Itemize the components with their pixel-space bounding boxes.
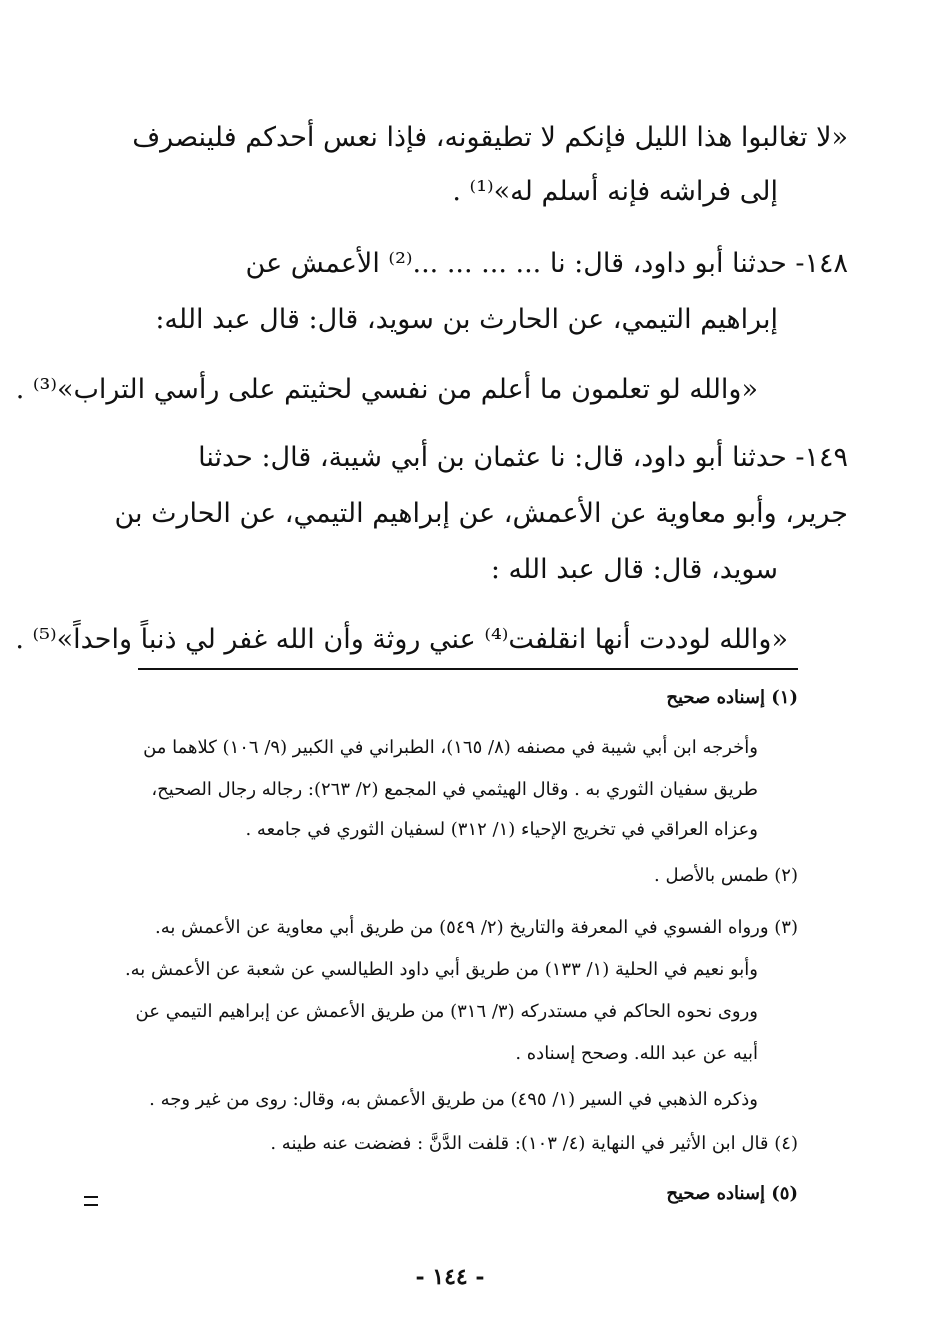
hadith-148-line-1: ١٤٨- حدثنا أبو داود، قال: نا ... ... ... ...⁽²⁾ الأعمش عن (245, 248, 848, 279)
footnote-2: (٢) طمس بالأصل . (654, 865, 798, 886)
hadith-149-line-1: ١٤٩- حدثنا أبو داود، قال: نا عثمان بن أبي شيبة، قال: حدثنا (198, 442, 848, 473)
footnote-1-heading: (١) إسناده صحيح (666, 687, 798, 708)
footnote-5: (٥) إسناده صحيح (666, 1183, 798, 1204)
footnote-separator (138, 668, 798, 670)
page-number: - ١٤٤ - (415, 1264, 485, 1290)
footnote-1-line-2: طريق سفيان الثوري به . وقال الهيثمي في المجمع (٢/ ٢٦٣): رجاله رجال الصحيح، (151, 779, 758, 800)
footnote-1-line-1: وأخرجه ابن أبي شيبة في مصنفه (٨/ ١٦٥)، الطبراني في الكبير (٩/ ١٠٦) كلاهما من (143, 737, 758, 758)
footnote-3-line-4: أبيه عن عبد الله. وصحح إسناده . (515, 1043, 758, 1064)
hadith-149-line-3: سويد، قال: قال عبد الله : (490, 554, 778, 585)
footnote-3-line-3: وروى نحوه الحاكم في مستدركه (٣/ ٣١٦) من طريق الأعمش عن إبراهيم التيمي عن (135, 1001, 758, 1022)
footnote-3-line-2: وأبو نعيم في الحلية (١/ ١٣٣) من طريق أبي داود الطيالسي عن شعبة عن الأعمش به. (124, 959, 758, 980)
footnote-4: (٤) قال ابن الأثير في النهاية (٤/ ١٠٣): قلفت الدَّنَّ : فضضت عنه طينه . (270, 1133, 798, 1154)
hadith-149-line-2: جرير، وأبو معاوية عن الأعمش، عن إبراهيم التيمي، عن الحارث بن (114, 498, 848, 529)
footnote-3-line-1: (٣) ورواه الفسوي في المعرفة والتاريخ (٢/ ٥٤٩) من طريق أبي معاوية عن الأعمش به. (155, 917, 798, 938)
margin-mark (84, 1196, 98, 1206)
main-text-line-1: «لا تغالبوا هذا الليل فإنكم لا تطيقونه، فإذا نعس أحدكم فلينصرف (132, 122, 848, 153)
main-text-line-2: إلى فراشه فإنه أسلم له»⁽¹⁾ . (452, 176, 778, 207)
hadith-148-line-2: إبراهيم التيمي، عن الحارث بن سويد، قال: قال عبد الله: (155, 304, 778, 335)
hadith-148-quote: «والله لو تعلمون ما أعلم من نفسي لحثيتم على رأسي التراب»⁽³⁾ . (15, 374, 758, 405)
hadith-149-quote: «والله لوددت أنها انقلفت⁽⁴⁾ عني روثة وأن الله غفر لي ذنباً واحداً»⁽⁵⁾ . (15, 624, 788, 655)
footnote-1-line-3: وعزاه العراقي في تخريج الإحياء (١/ ٣١٢) لسفيان الثوري في جامعه . (245, 819, 758, 840)
footnote-3-line-5: وذكره الذهبي في السير (١/ ٤٩٥) من طريق الأعمش به، وقال: روى من غير وجه . (149, 1089, 758, 1110)
